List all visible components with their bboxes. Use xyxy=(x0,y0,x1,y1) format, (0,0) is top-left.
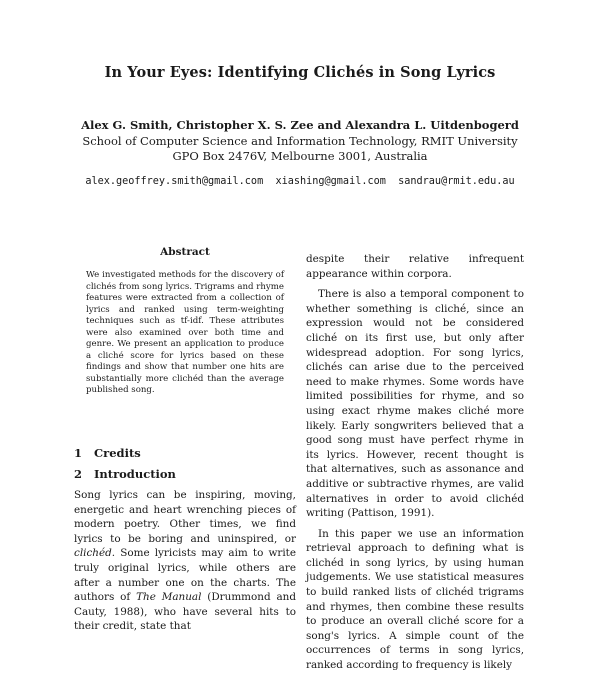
intro-text-b: . Some lyricists may aim to write truly original lyrics, while others are after a number one on the charts. The authors of xyxy=(74,547,296,604)
introduction-body xyxy=(74,488,296,634)
author-list: Alex G. Smith, Christopher X. S. Zee and Alexandra L. Uitdenbogerd xyxy=(81,118,519,132)
section-heading-credits: 1 Credits xyxy=(74,446,141,460)
right-paragraph-2: In this paper we use an information retrieval approach to defining what is clichéd in song lyrics, by using human judgements. We use statistical measures to build ranked lists of clichéd trigrams and rhymes, then combine these results to produce an overall cliché score for a song's lyrics. A simple count of the occurrences of terms in song lyrics, ranked according to frequency is likely xyxy=(306,527,524,672)
intro-text-a: Song lyrics can be inspiring, moving, energetic and heart wrenching pieces of modern poetry. Other times, we find lyrics to be boring and uninspired, or xyxy=(74,489,296,545)
right-paragraph-1: There is also a temporal component to whether something is cliché, since an expression would not be considered cliché on its first use, but only after widespread adoption. For song lyrics, clichés can arise due to the perceived need to make rhymes. Some words have limited possibilities for rhyme, and so using exact rhyme makes cliché more likely. Early songwriters believed that a good song must have perfect rhyme in its lyrics. However, recent thought is that alternatives, such as assonance and additive or subtractive rhymes, are valid alternatives in order to avoid clichéd writing (Pattison, 1991). xyxy=(306,288,524,520)
author-emails: alex.geoffrey.smith@gmail.com xiashing@gmail.com sandrau@rmit.edu.au xyxy=(85,176,515,187)
paper-title: In Your Eyes: Identifying Clichés in Song Lyrics xyxy=(104,64,496,81)
section-heading-introduction: 2 Introduction xyxy=(74,467,176,481)
right-column-body xyxy=(306,252,524,679)
affiliation-line-2: GPO Box 2476V, Melbourne 3001, Australia xyxy=(172,149,428,163)
right-paragraph-0: despite their relative infrequent appearance within corpora. xyxy=(306,253,524,280)
intro-emphasis-cliched: clichéd xyxy=(74,547,112,560)
abstract-block xyxy=(74,246,296,397)
intro-text-c: (Drummond and Cauty, 1988), who have several hits to their credit, state that xyxy=(74,591,296,633)
affiliation-line-1: School of Computer Science and Information Technology, RMIT University xyxy=(82,134,518,148)
intro-emphasis-the-manual: The Manual xyxy=(136,591,202,604)
intro-paragraph-1 xyxy=(74,488,296,634)
abstract-heading: Abstract xyxy=(160,246,210,258)
abstract-text: We investigated methods for the discovery of clichés from song lyrics. Trigrams and rhyme features were extracted from a collection of lyrics and ranked using term-weighting techniques such as tf-idf. These attributes were also examined over both time and genre. We present an application to produce a cliché score for lyrics based on these findings and show that number one hits are substantially more clichéd than the average published song. xyxy=(86,270,284,395)
